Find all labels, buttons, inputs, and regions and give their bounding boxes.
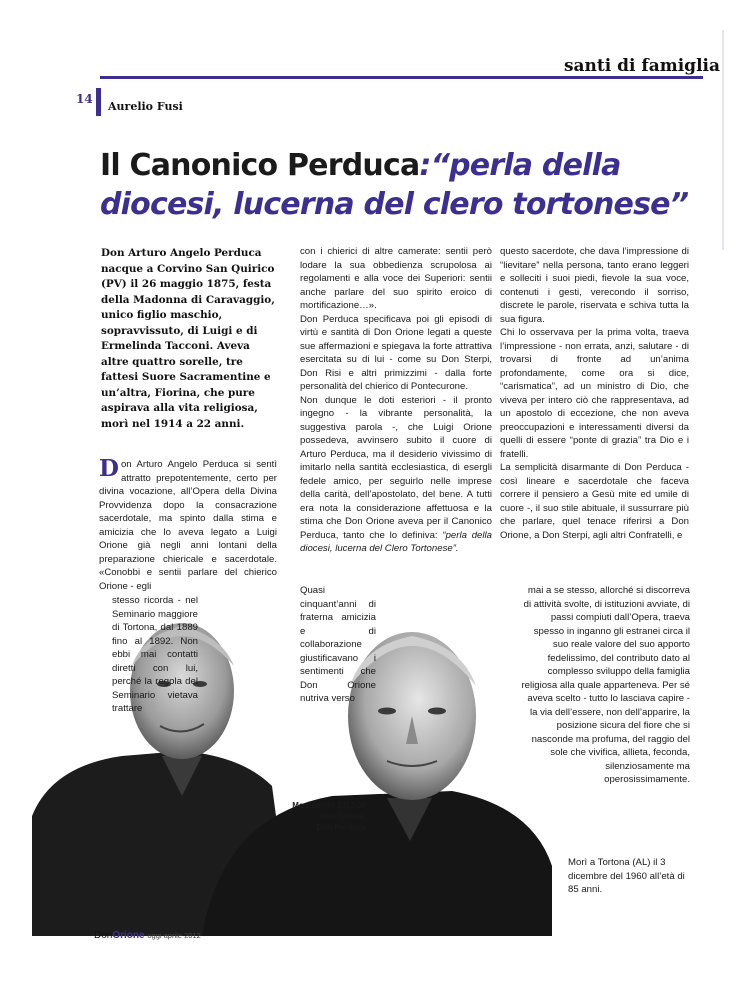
drop-cap: D — [99, 455, 119, 482]
section-title: santi di famiglia — [563, 56, 720, 76]
photo-caption — [246, 800, 366, 833]
column-3-p1: questo sacerdote, che dava l’impressione di “lievitare” nella persona, tanto erano leggeri e solleciti i suoi piedi, fievole la sua voce, contenuti i gesti, verecondo il sorriso, discrete le parole, riservata e schiva tutta la sua figura. — [500, 246, 689, 325]
page-number: 14 — [76, 92, 93, 106]
footer-brand-orione: Orione — [112, 930, 145, 941]
column-2-p2: Don Perduca specificava poi gli episodi di virtù e santità di Don Orione legati a queste sue affermazioni e spiegava la forte attrattiva esercitata su di lui - come su Don Sterpi, Don Risi e altri primizzimi - dalla forte personalità del chierico di Pontecurone. — [300, 313, 492, 392]
footer-issue: oggi aprile 2012 — [147, 931, 201, 940]
author-name: Aurelio Fusi — [108, 100, 183, 113]
column-2-p1: con i chierici di altre camerate: sentii però lodare la sua obbedienza scrupolosa ai regolamenti e alla voce dei Superiori: sentii anche parlare del suo spirito eroico di mortificazione…». — [300, 246, 492, 311]
caption-line-3: Don Perduca — [316, 823, 366, 832]
author-accent-bar — [96, 88, 101, 116]
column-3 — [500, 245, 689, 542]
title-main: Il Canonico Perduca — [100, 148, 420, 183]
pull-quote: “perla della diocesi, lucerna del Clero Tortonese”. — [300, 529, 492, 554]
photo-two-priests — [32, 566, 552, 936]
column-1-continued: stesso ricorda - nel Seminario maggiore di Tortona, dal 1889 fino al 1892. Non ebbi mai contatti diretti con lui, perché la regola del Seminario vietava trattare — [112, 595, 198, 714]
column-2-p3 — [300, 394, 492, 556]
column-3-p2: Chi lo osservava per la prima volta, traeva l’impressione - non errata, anzi, salutare - di trovarsi di fronte ad un’anima profondamente, come ora si dice, “carismatica”, ad un ministro di Dio, che viveva per intero ciò che rappresentava, ad un apostolo di eccezione, che non aveva preoccupazioni e interessamenti diversi da quelli di essere “ponte di grazia” tra Dio e i fratelli. — [500, 327, 689, 460]
column-2 — [300, 245, 492, 556]
column-3-closing: Morì a Tortona (AL) il 3 dicembre del 1960 all’età di 85 anni. — [568, 857, 685, 895]
column-2-p3-text: Non dunque le doti esteriori - il pronto ingegno - la vibrante personalità, la suggestiva parola -, che Luigi Orione possedeva, avvinsero subito il cuore di Arturo Perduca, ma il desiderio vivissimo di imitarlo nella santità ecclesiastica, di esergli fedele amico, per seguirlo nelle imprese della carità, dell’apostolato, del bene. A tutti era nota la considerazione affettuosa e la stima che Don Orione aveva per il Canonico Perduca, tanto che lo definiva: — [300, 394, 492, 541]
footer-brand-don: Don — [94, 930, 113, 941]
article-title — [100, 146, 720, 224]
caption-line-1: Montebello 1937-38 — [292, 801, 366, 810]
section-rule — [100, 76, 703, 79]
lead-paragraph: Don Arturo Angelo Perduca nacque a Corvino San Quirico (PV) il 26 maggio 1875, festa della Madonna di Caravaggio, unico figlio maschio, sopravvissuto, di Luigi e di Ermelinda Tacconi. Aveva altre quattro sorelle, tre fattesi Suore Sacramentine e un’altra, Fiorina, che pure aspirava alla vita religiosa, morì nel 1914 a 22 anni. — [101, 247, 275, 430]
column-1 — [99, 455, 277, 593]
column-3-p3: La semplicità disarmante di Don Perduca - così lineare e sacerdotale che faceva correre il pensiero a Gesù mite ed umile di cuore -, il suo stile abituale, il sussurrare più che parlare, quel tenace riferirsi a Don Orione, a Don Sterpi, agli altri Confratelli, e — [500, 462, 689, 541]
footer-brand — [94, 930, 201, 941]
page-edge-mark — [722, 30, 724, 250]
column-3-continued: mai a se stesso, allorché si discorreva di attività svolte, di istituzioni avviate, di passi compiuti dall’Opera, traeva spesso in inganno gli estranei circa il suo reale valore del suo apporto fedelissimo, del contributo dato al complesso sviluppo della famiglia religiosa alla quale apparteneva. Per sé aveva scelto - tutto lo lasciava capire - la via dell’essere, non dell’apparire, la posizione sicura del fiore che si nasconde ma profuma, del raggio del sole che vivifica, allieta, feconda, silenziosamente ma operosissimamente. — [521, 585, 690, 785]
caption-line-2: Don Orione, — [320, 812, 366, 821]
column-2-continued: Quasi cinquant’anni di fraterna amicizia e di collaborazione giustificavano i sentimenti che Don Orione nutriva verso — [300, 585, 376, 704]
column-1-text: on Arturo Angelo Perduca si sentì attratto prepotentemente, certo per divina vocazione, all’Opera della Divina Provvidenza dopo la consacrazione sacerdotale, ma spinto dalla stima e amicizia che lo aveva legato a Luigi Orione già negli anni lontani della preparazione chiericale e sacerdotale. «Conobbi e sentii parlare del chierico Orione - egli — [99, 459, 277, 592]
title-quote: :“perla della diocesi, lucerna del clero tortonese” — [100, 148, 689, 222]
